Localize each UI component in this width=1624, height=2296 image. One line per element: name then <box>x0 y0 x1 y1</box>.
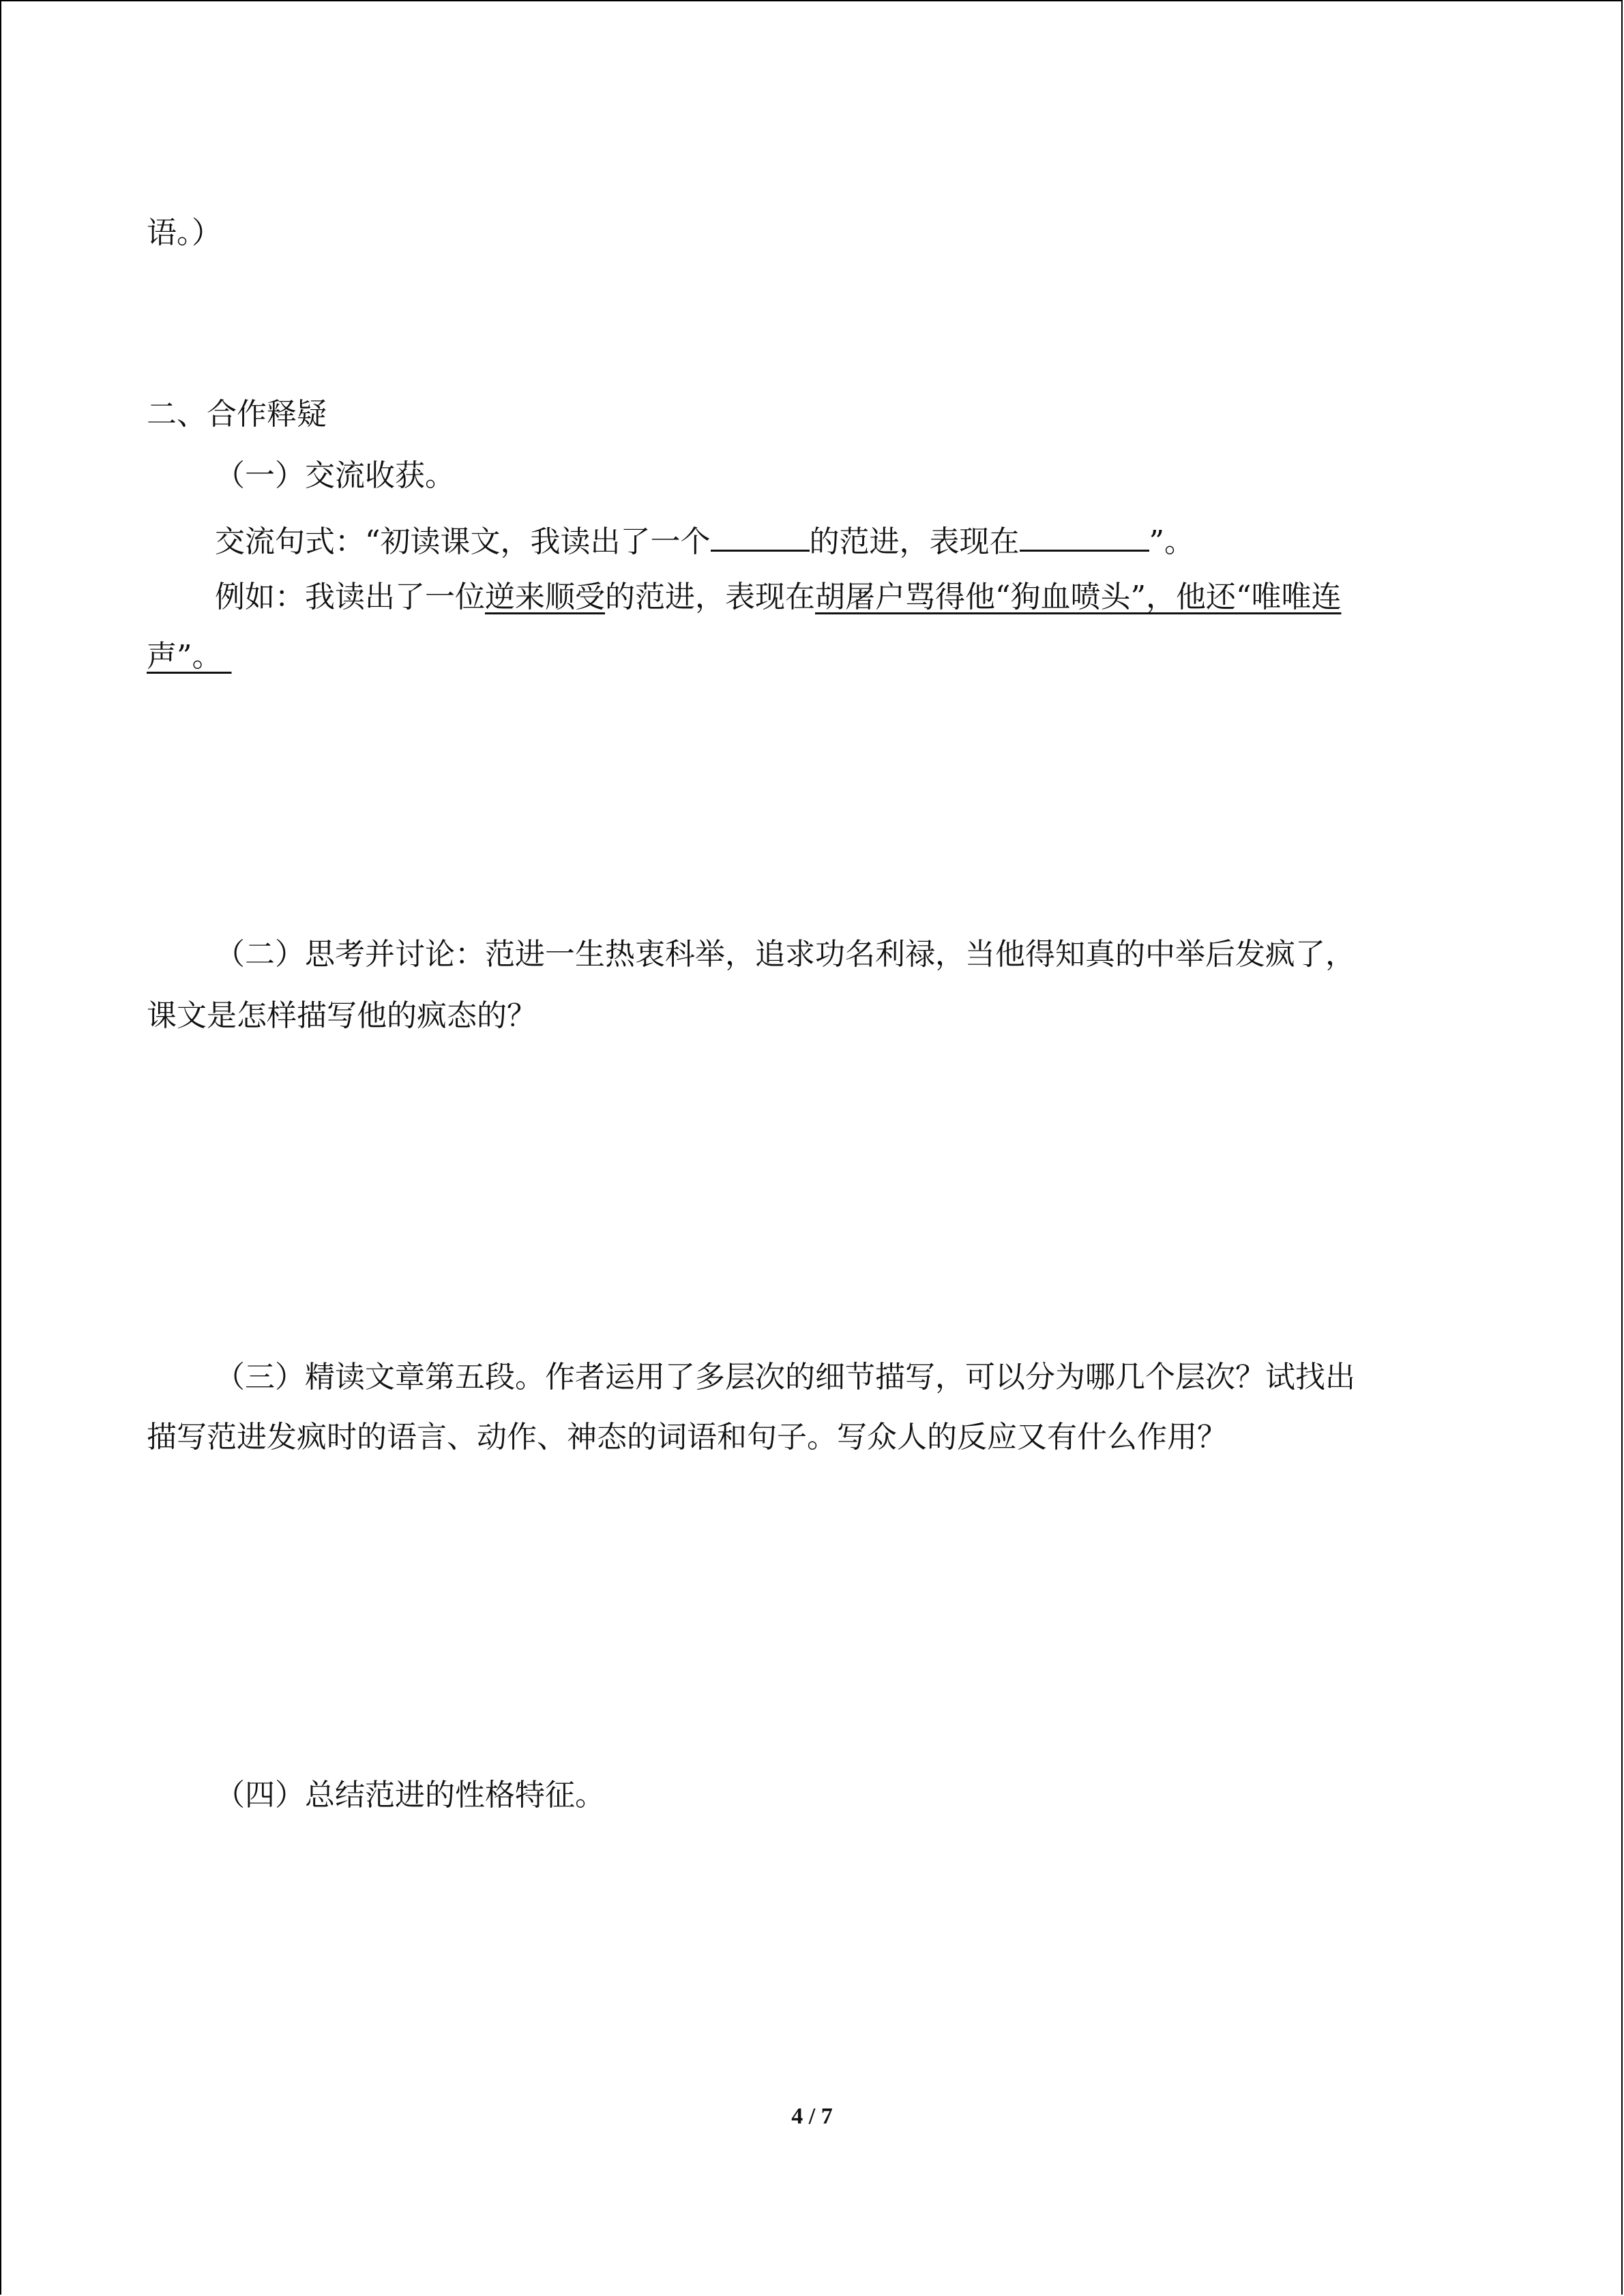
example-underlined-evidence: 胡屠户骂得他“狗血喷头”，他还“唯唯连 <box>815 580 1342 614</box>
subsection-3-line-2 <box>147 1417 1227 1458</box>
example-line-2 <box>147 636 232 677</box>
section-heading-text: 二、合作释疑 <box>147 397 327 432</box>
section-heading <box>147 394 327 435</box>
example-line-1 <box>215 577 1341 618</box>
answer-blank-trait[interactable] <box>711 517 810 552</box>
example-underlined-trait: 逆来顺受 <box>485 580 605 614</box>
example-part-a: 例如：我读出了一位 <box>215 580 485 614</box>
subsection-2-line-2 <box>147 996 537 1037</box>
page-number: 4 / 7 <box>791 2104 833 2129</box>
answer-blank-evidence[interactable] <box>1020 517 1149 552</box>
subsection-4-line-1-text: （四）总结范进的性格特征。 <box>215 1778 605 1813</box>
subsection-3-line-1 <box>215 1357 1355 1398</box>
sentence-pattern-part-b: 的范进，表现在 <box>809 524 1020 559</box>
sentence-pattern-part-c: ”。 <box>1149 524 1194 559</box>
paragraph-tail-text: 语。） <box>147 215 222 250</box>
subsection-2-line-1-text: （二）思考并讨论：范进一生热衷科举，追求功名利禄，当他得知真的中举后发疯了， <box>215 937 1355 972</box>
example-underlined-evidence-end: 声”。 <box>147 639 222 674</box>
sentence-pattern <box>215 517 1194 563</box>
paragraph-tail <box>147 213 222 254</box>
subsection-1-title-text: （一）交流收获。 <box>215 458 455 493</box>
subsection-4-line-1 <box>215 1775 605 1816</box>
example-underline-trailing-space <box>222 639 232 674</box>
sentence-pattern-part-a: 交流句式：“初读课文，我读出了一个 <box>215 524 711 559</box>
example-part-b: 的范进，表现在 <box>605 580 815 614</box>
subsection-1-title <box>215 456 455 496</box>
subsection-2-line-2-text: 课文是怎样描写他的疯态的？ <box>147 998 537 1033</box>
subsection-3-line-1-text: （三）精读文章第五段。作者运用了多层次的细节描写，可以分为哪几个层次？试找出 <box>215 1360 1355 1395</box>
subsection-3-line-2-text: 描写范进发疯时的语言、动作、神态的词语和句子。写众人的反应又有什么作用？ <box>147 1420 1227 1455</box>
subsection-2-line-1 <box>215 934 1355 975</box>
